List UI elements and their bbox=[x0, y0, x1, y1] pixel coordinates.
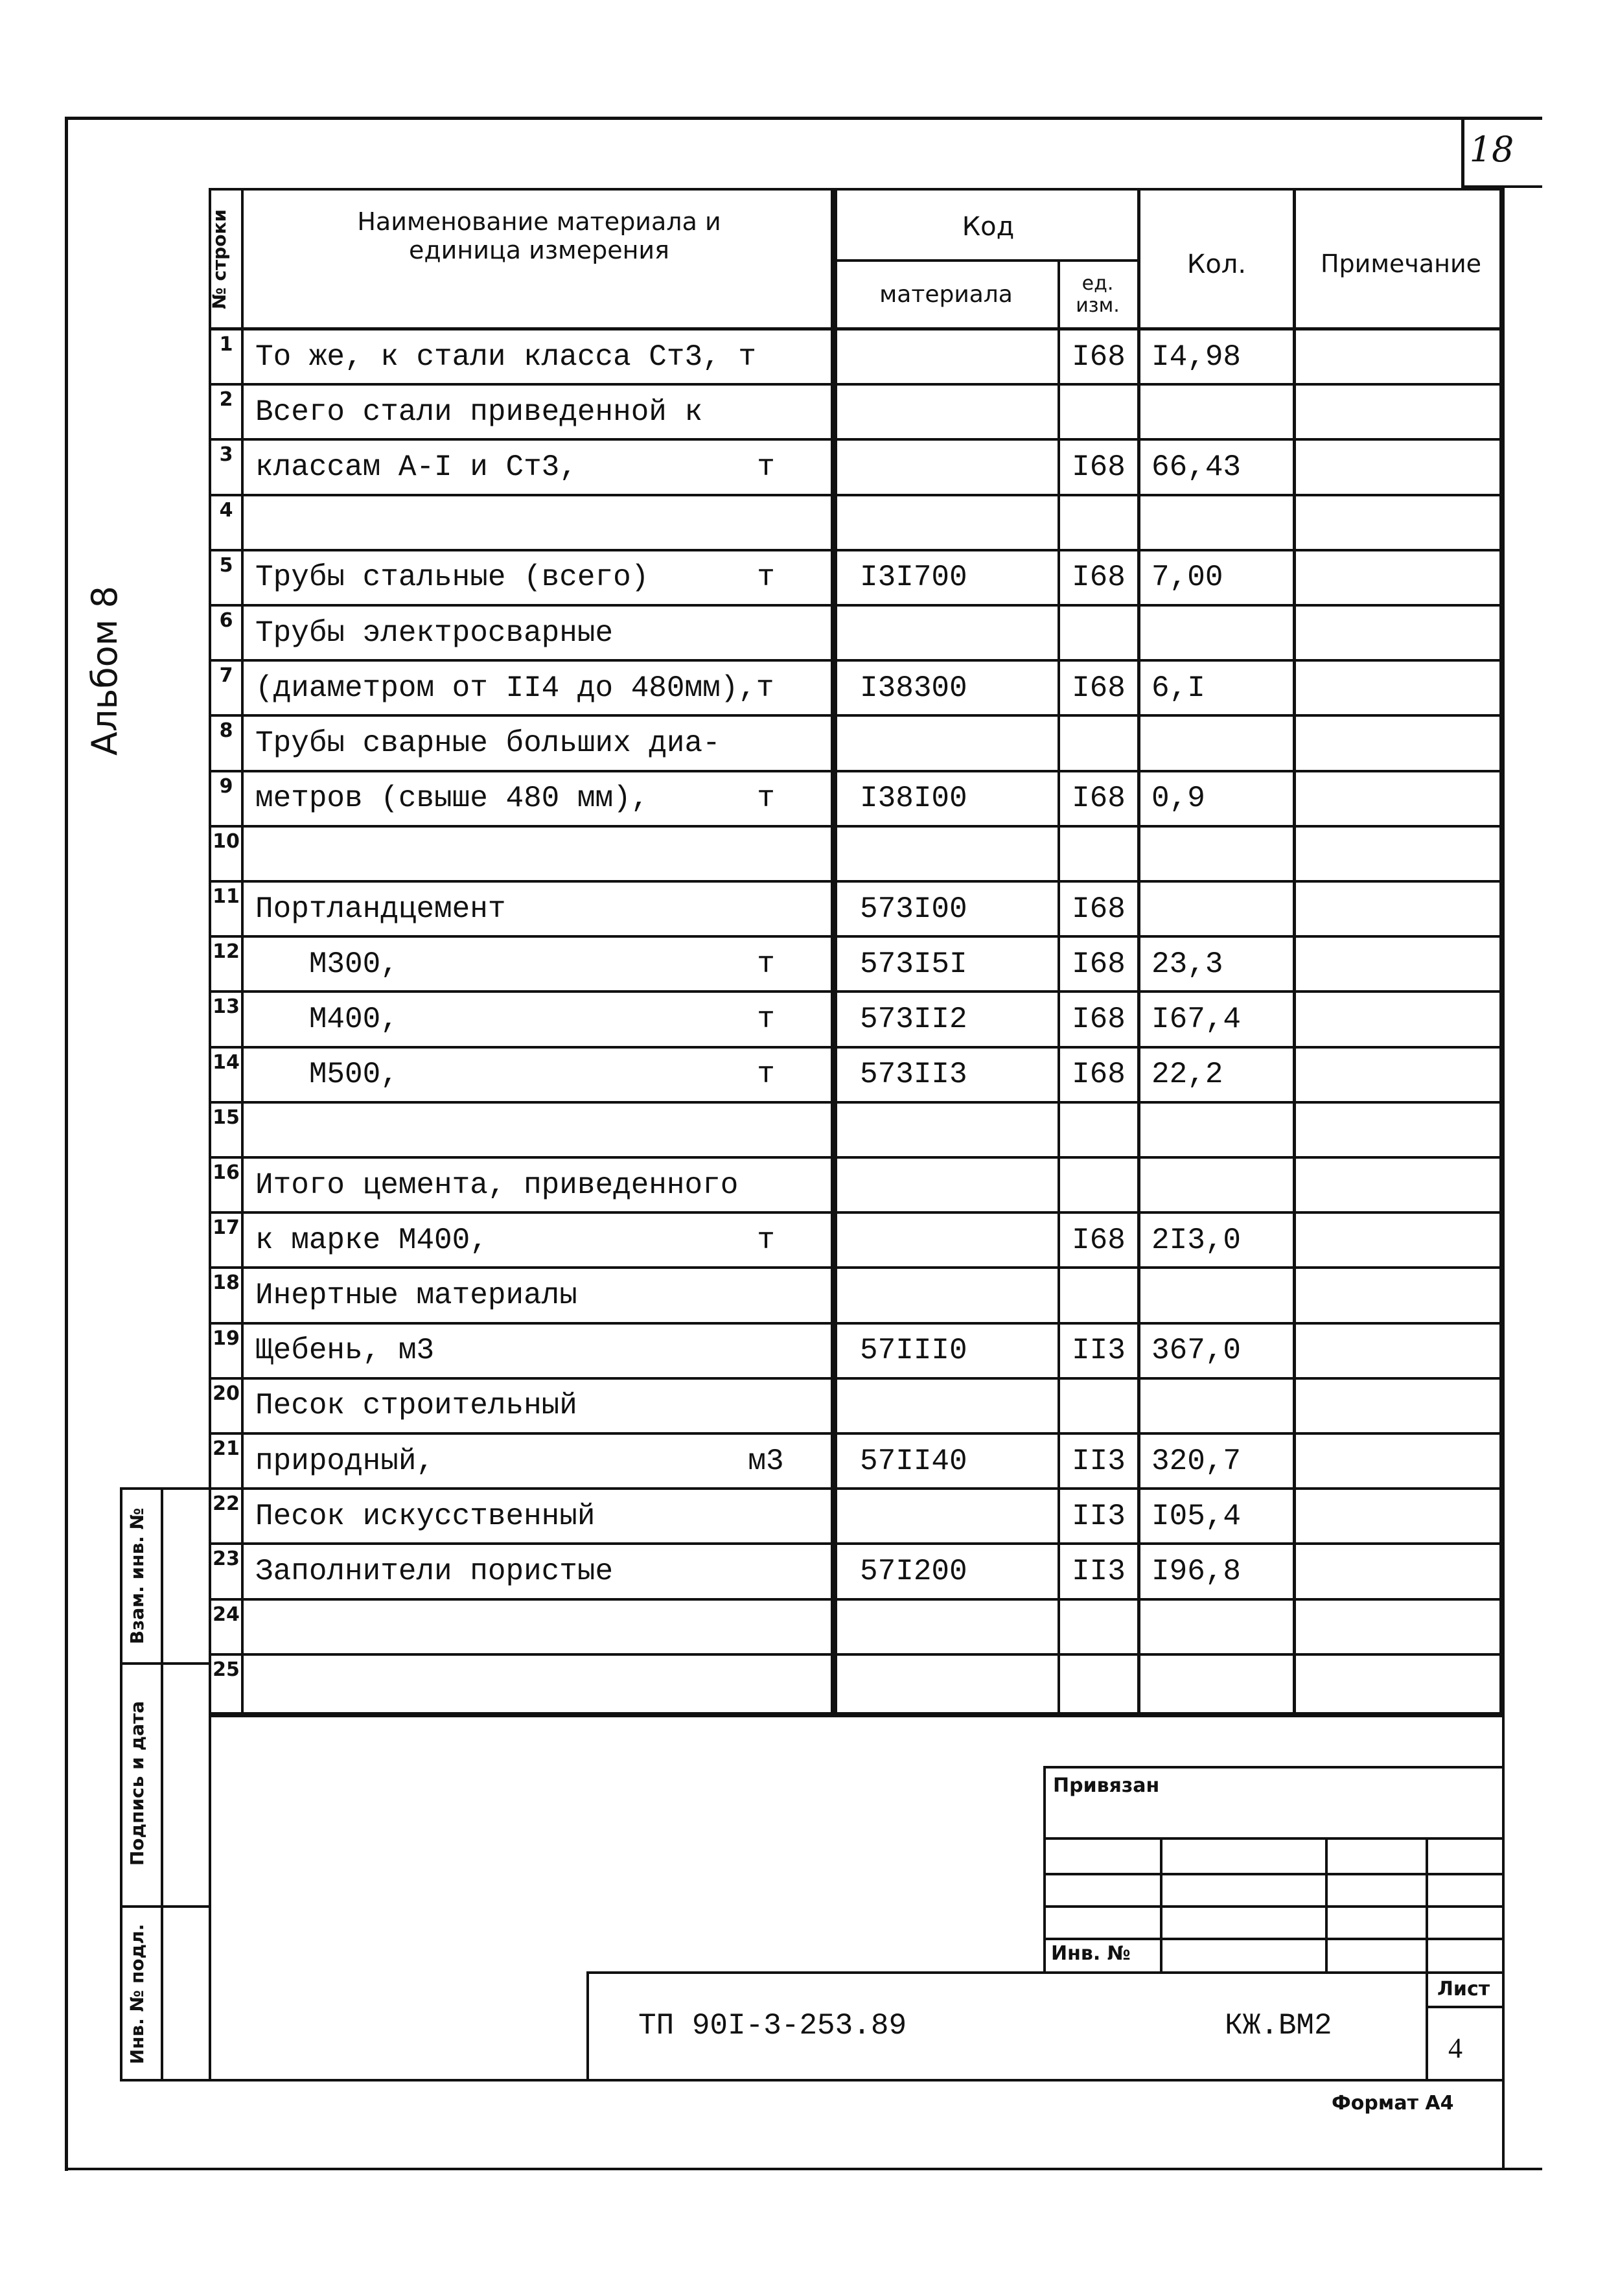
unit-mark bbox=[727, 1656, 805, 1708]
row-number: 13 bbox=[213, 995, 240, 1019]
row-number: 22 bbox=[213, 1492, 240, 1516]
unit-code: II3 bbox=[1072, 1554, 1126, 1588]
material-code: 573I00 bbox=[860, 892, 967, 926]
material-name: М300, bbox=[255, 947, 399, 981]
quantity bbox=[1151, 717, 1291, 769]
row-number: 9 bbox=[219, 774, 233, 798]
inv-podl-label: Инв. № подл. bbox=[126, 1923, 148, 2065]
material-name: (диаметром от II4 до 480мм),т bbox=[255, 671, 774, 705]
row-number: 24 bbox=[213, 1603, 240, 1626]
material-name: То же, к стали класса Ст3, т bbox=[255, 340, 756, 374]
table-row bbox=[209, 772, 1505, 828]
doc-code: ТП 90I-3-253.89 bbox=[638, 2009, 907, 2043]
material-code bbox=[847, 496, 1054, 549]
material-code bbox=[847, 1214, 1054, 1266]
material-name: Заполнители пористые bbox=[255, 1554, 614, 1588]
header-qty: Кол. bbox=[1186, 249, 1247, 279]
unit-mark bbox=[727, 1601, 805, 1653]
table-row bbox=[209, 1545, 1505, 1600]
material-code bbox=[847, 1269, 1054, 1321]
stamp-line-3 bbox=[1043, 1905, 1505, 1908]
quantity bbox=[1151, 1601, 1291, 1653]
note bbox=[1304, 386, 1492, 438]
material-name: Щебень, м3 bbox=[255, 1334, 435, 1368]
note bbox=[1304, 1545, 1492, 1597]
quantity bbox=[1151, 1159, 1291, 1211]
material-name: классам А-I и Ст3, bbox=[255, 450, 577, 484]
inv-no-label: Инв. № bbox=[1051, 1942, 1131, 1965]
table-row bbox=[209, 883, 1505, 938]
row-number: 3 bbox=[219, 443, 233, 467]
sheet-number: 4 bbox=[1448, 2032, 1462, 2064]
row-number: 1 bbox=[219, 333, 233, 356]
unit-code: I68 bbox=[1072, 671, 1126, 705]
material-code: I3I700 bbox=[860, 561, 967, 595]
table-row bbox=[209, 1214, 1505, 1269]
side-fields-mid bbox=[161, 1487, 163, 2080]
row-number: 10 bbox=[213, 829, 240, 853]
table-row bbox=[209, 607, 1505, 662]
table-row bbox=[209, 717, 1505, 772]
podpis-label: Подпись и дата bbox=[126, 1700, 148, 1866]
material-code bbox=[847, 717, 1054, 769]
note bbox=[1304, 607, 1492, 659]
unit-code bbox=[1061, 1269, 1136, 1321]
side-fields-top bbox=[120, 1487, 211, 1490]
header-code-unit: ед. изм. bbox=[1076, 272, 1120, 317]
doc-mark: КЖ.ВМ2 bbox=[1225, 2009, 1332, 2043]
unit-mark bbox=[727, 386, 805, 438]
note bbox=[1304, 938, 1492, 990]
unit-mark: т bbox=[757, 561, 775, 595]
table-row bbox=[209, 993, 1505, 1048]
unit-code: I68 bbox=[1072, 782, 1126, 816]
sheet-label: Лист bbox=[1437, 1978, 1490, 2000]
table-row bbox=[209, 330, 1505, 386]
material-name: к марке М400, bbox=[255, 1223, 488, 1257]
materials-table bbox=[209, 188, 1505, 1717]
privyazan-label: Привязан bbox=[1053, 1774, 1160, 1797]
unit-code bbox=[1061, 496, 1136, 549]
unit-code: I68 bbox=[1072, 892, 1126, 926]
quantity: I67,4 bbox=[1151, 1002, 1242, 1036]
quantity bbox=[1151, 496, 1291, 549]
unit-mark: м3 bbox=[748, 1444, 784, 1478]
unit-mark: т bbox=[757, 947, 775, 981]
unit-code: I68 bbox=[1072, 947, 1126, 981]
material-code bbox=[847, 1490, 1054, 1542]
quantity bbox=[1151, 386, 1291, 438]
quantity: I96,8 bbox=[1151, 1554, 1242, 1588]
stamp-box-left bbox=[1043, 1766, 1046, 1973]
quantity: I05,4 bbox=[1151, 1499, 1242, 1533]
stamp-vline-3 bbox=[1426, 1837, 1428, 2080]
quantity bbox=[1151, 1380, 1291, 1432]
material-code bbox=[847, 1656, 1054, 1708]
unit-code bbox=[1061, 1656, 1136, 1708]
stamp-vline-2 bbox=[1325, 1837, 1328, 1973]
unit-code: I68 bbox=[1072, 561, 1126, 595]
material-name: М400, bbox=[255, 1002, 399, 1036]
quantity: 320,7 bbox=[1151, 1444, 1242, 1478]
table-row bbox=[209, 441, 1505, 496]
note bbox=[1304, 1380, 1492, 1432]
material-code bbox=[847, 828, 1054, 880]
note bbox=[1304, 1325, 1492, 1377]
table-row bbox=[209, 496, 1505, 551]
header-code: Код bbox=[962, 212, 1015, 242]
unit-mark bbox=[727, 1490, 805, 1542]
material-name: Песок искусственный bbox=[255, 1499, 595, 1533]
material-code: 57I200 bbox=[860, 1554, 967, 1588]
unit-mark bbox=[727, 330, 805, 383]
material-code bbox=[847, 330, 1054, 383]
row-number: 16 bbox=[213, 1161, 240, 1184]
row-number: 8 bbox=[219, 719, 233, 743]
inner-frame-bottom bbox=[120, 2079, 1505, 2081]
unit-mark: т bbox=[757, 1002, 775, 1036]
side-fields-div2 bbox=[120, 1905, 211, 1908]
material-code bbox=[847, 441, 1054, 493]
row-number: 6 bbox=[219, 609, 233, 632]
unit-mark bbox=[727, 1325, 805, 1377]
side-fields-left bbox=[120, 1487, 122, 2080]
unit-mark bbox=[727, 662, 805, 714]
quantity: 7,00 bbox=[1151, 561, 1223, 595]
table-row bbox=[209, 662, 1505, 717]
table-row bbox=[209, 1325, 1505, 1380]
table-row bbox=[209, 828, 1505, 883]
unit-code bbox=[1061, 1104, 1136, 1156]
note bbox=[1304, 551, 1492, 604]
unit-code bbox=[1061, 828, 1136, 880]
unit-mark bbox=[727, 1269, 805, 1321]
note bbox=[1304, 662, 1492, 714]
note bbox=[1304, 772, 1492, 825]
note bbox=[1304, 1049, 1492, 1101]
unit-code bbox=[1061, 1159, 1136, 1211]
unit-mark bbox=[727, 1159, 805, 1211]
unit-code: I68 bbox=[1072, 1058, 1126, 1092]
quantity bbox=[1151, 883, 1291, 935]
note bbox=[1304, 1601, 1492, 1653]
header-name: Наименование материала и единица измерения bbox=[357, 207, 721, 264]
note bbox=[1304, 330, 1492, 383]
quantity: 2I3,0 bbox=[1151, 1223, 1242, 1257]
stamp-line-1 bbox=[1043, 1837, 1505, 1840]
note bbox=[1304, 1104, 1492, 1156]
unit-code bbox=[1061, 717, 1136, 769]
stamp-vline-1 bbox=[1160, 1837, 1162, 1973]
material-code bbox=[847, 1159, 1054, 1211]
quantity bbox=[1151, 1104, 1291, 1156]
material-code: 573II3 bbox=[860, 1058, 967, 1092]
row-number: 7 bbox=[219, 664, 233, 688]
header-note: Примечание bbox=[1320, 249, 1482, 278]
table-row bbox=[209, 1049, 1505, 1104]
material-code bbox=[847, 607, 1054, 659]
side-fields-div1 bbox=[120, 1662, 211, 1665]
page-number: 18 bbox=[1469, 128, 1514, 170]
material-code: 57III0 bbox=[860, 1334, 967, 1368]
note bbox=[1304, 1490, 1492, 1542]
material-code bbox=[847, 1601, 1054, 1653]
note bbox=[1304, 717, 1492, 769]
stamp-box-top bbox=[1043, 1766, 1505, 1768]
doc-box-top bbox=[586, 1971, 1505, 1974]
unit-mark: т bbox=[757, 450, 775, 484]
unit-mark bbox=[727, 1104, 805, 1156]
table-row bbox=[209, 1435, 1505, 1490]
note bbox=[1304, 1269, 1492, 1321]
material-code: 57II40 bbox=[860, 1444, 967, 1478]
format-label: Формат А4 bbox=[1332, 2092, 1454, 2115]
table-row bbox=[209, 386, 1505, 441]
row-number: 25 bbox=[213, 1658, 240, 1681]
unit-mark bbox=[727, 717, 805, 769]
row-number: 11 bbox=[213, 885, 240, 908]
header-code-material: материала bbox=[879, 281, 1013, 308]
table-row bbox=[209, 938, 1505, 993]
quantity: 22,2 bbox=[1151, 1058, 1223, 1092]
quantity: 23,3 bbox=[1151, 947, 1223, 981]
row-number: 2 bbox=[219, 388, 233, 412]
unit-code bbox=[1061, 386, 1136, 438]
material-name: природный, bbox=[255, 1444, 435, 1478]
material-name: Итого цемента, приведенного bbox=[255, 1168, 739, 1202]
unit-code bbox=[1061, 607, 1136, 659]
quantity: 66,43 bbox=[1151, 450, 1242, 484]
unit-mark: т bbox=[757, 782, 775, 816]
unit-mark bbox=[727, 1380, 805, 1432]
unit-mark: т bbox=[757, 1058, 775, 1092]
material-name: Портландцемент bbox=[255, 892, 506, 926]
unit-code: II3 bbox=[1072, 1334, 1126, 1368]
table-top bbox=[209, 188, 1505, 191]
quantity bbox=[1151, 1269, 1291, 1321]
note bbox=[1304, 1214, 1492, 1266]
material-name: Песок строительный bbox=[255, 1389, 577, 1423]
quantity bbox=[1151, 607, 1291, 659]
row-number: 4 bbox=[219, 498, 233, 522]
table-row bbox=[209, 1104, 1505, 1159]
quantity: I4,98 bbox=[1151, 340, 1242, 374]
unit-mark bbox=[727, 496, 805, 549]
unit-mark bbox=[727, 828, 805, 880]
unit-code bbox=[1061, 1380, 1136, 1432]
table-row bbox=[209, 1380, 1505, 1435]
table-row bbox=[209, 1490, 1505, 1545]
table-row bbox=[209, 551, 1505, 607]
table-bottom bbox=[209, 1712, 1505, 1717]
quantity: 6,I bbox=[1151, 671, 1205, 705]
note bbox=[1304, 1656, 1492, 1708]
material-code: 573II2 bbox=[860, 1002, 967, 1036]
note bbox=[1304, 441, 1492, 493]
quantity bbox=[1151, 828, 1291, 880]
unit-mark bbox=[727, 607, 805, 659]
outer-frame-bottom bbox=[65, 2168, 1542, 2170]
vzam-inv-label: Взам. инв. № bbox=[126, 1507, 148, 1645]
row-number: 21 bbox=[213, 1437, 240, 1460]
material-name: Трубы сварные больших диа- bbox=[255, 726, 721, 760]
page-number-box-left bbox=[1461, 117, 1464, 188]
album-stamp: Альбом 8 bbox=[84, 586, 125, 756]
unit-code: II3 bbox=[1072, 1444, 1126, 1478]
note bbox=[1304, 1159, 1492, 1211]
material-name: Трубы электросварные bbox=[255, 616, 614, 650]
material-code bbox=[847, 1380, 1054, 1432]
note bbox=[1304, 883, 1492, 935]
unit-mark bbox=[727, 883, 805, 935]
note bbox=[1304, 1435, 1492, 1487]
material-code: I38300 bbox=[860, 671, 967, 705]
row-number: 5 bbox=[219, 553, 233, 577]
note bbox=[1304, 993, 1492, 1045]
table-row bbox=[209, 1159, 1505, 1214]
row-number: 18 bbox=[213, 1271, 240, 1295]
unit-mark bbox=[727, 1545, 805, 1597]
material-name: М500, bbox=[255, 1058, 399, 1092]
unit-code: II3 bbox=[1072, 1499, 1126, 1533]
unit-code: I68 bbox=[1072, 340, 1126, 374]
note bbox=[1304, 496, 1492, 549]
material-code: I38I00 bbox=[860, 782, 967, 816]
row-number: 23 bbox=[213, 1548, 240, 1571]
row-number: 19 bbox=[213, 1327, 240, 1350]
doc-box-left bbox=[586, 1971, 589, 2080]
material-code bbox=[847, 1104, 1054, 1156]
row-number: 20 bbox=[213, 1382, 240, 1405]
unit-mark: т bbox=[757, 1223, 775, 1257]
quantity bbox=[1151, 1656, 1291, 1708]
table-row bbox=[209, 1601, 1505, 1656]
row-number: 12 bbox=[213, 940, 240, 964]
table-row bbox=[209, 1269, 1505, 1324]
material-name: Трубы стальные (всего) bbox=[255, 561, 649, 595]
outer-frame-top bbox=[65, 117, 1542, 120]
sheet-split bbox=[1426, 2006, 1505, 2008]
quantity: 0,9 bbox=[1151, 782, 1205, 816]
table-row bbox=[209, 1656, 1505, 1711]
material-code: 573I5I bbox=[860, 947, 967, 981]
outer-frame-left bbox=[65, 117, 68, 2171]
row-number: 15 bbox=[213, 1106, 240, 1129]
material-name: Всего стали приведенной к bbox=[255, 395, 703, 429]
note bbox=[1304, 828, 1492, 880]
unit-code: I68 bbox=[1072, 1002, 1126, 1036]
material-code bbox=[847, 386, 1054, 438]
header-row-no: № строки bbox=[209, 209, 230, 310]
unit-code bbox=[1061, 1601, 1136, 1653]
row-number: 14 bbox=[213, 1050, 240, 1074]
stamp-line-4 bbox=[1043, 1938, 1505, 1940]
material-name: метров (свыше 480 мм), bbox=[255, 782, 649, 816]
stamp-line-2 bbox=[1043, 1873, 1505, 1875]
code-split bbox=[836, 259, 1140, 262]
row-number: 17 bbox=[213, 1216, 240, 1240]
quantity: 367,0 bbox=[1151, 1334, 1242, 1368]
material-name: Инертные материалы bbox=[255, 1278, 577, 1312]
unit-code: I68 bbox=[1072, 1223, 1126, 1257]
unit-code: I68 bbox=[1072, 450, 1126, 484]
